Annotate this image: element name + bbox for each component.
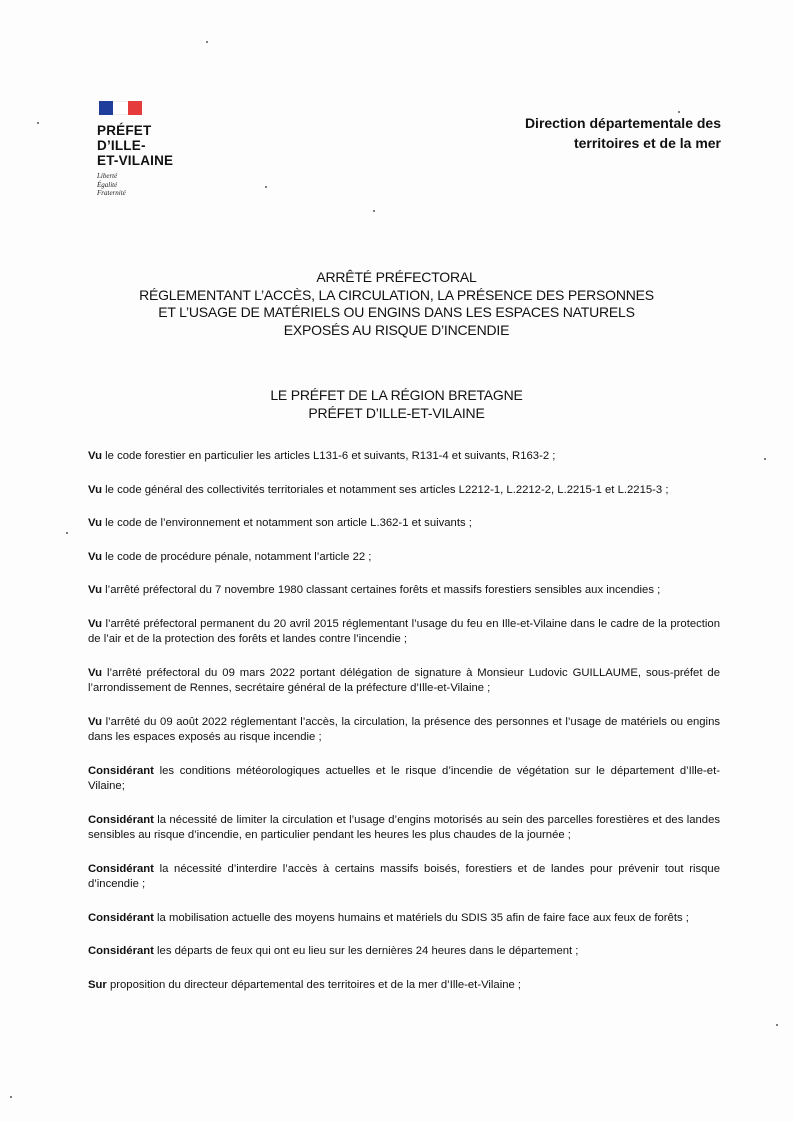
proposal-paragraph: Sur proposition du directeur départemental des territoires et de la mer d’Ille-et-Vilaine ; bbox=[88, 978, 522, 991]
authority-heading bbox=[0, 386, 793, 422]
visa-paragraph: Vu l’arrêté préfectoral permanent du 20 avril 2015 réglementant l’usage du feu en Ille-et-Vilaine dans le cadre de la protection de l’air et de la protection des forêts et landes contre l’incendie ; bbox=[88, 617, 720, 645]
marianne-logo bbox=[97, 101, 207, 198]
authority-line-1: LE PRÉFET DE LA RÉGION BRETAGNE bbox=[270, 387, 523, 403]
scan-speck bbox=[10, 1096, 12, 1098]
consideration-paragraph: Considérant les départs de feux qui ont eu lieu sur les dernières 24 heures dans le département ; bbox=[88, 945, 579, 957]
motto-liberte: Liberté bbox=[97, 172, 118, 180]
scan-speck bbox=[764, 458, 766, 460]
visa-paragraph: Vu le code de l’environnement et notamment son article L.362-1 et suivants ; bbox=[88, 517, 472, 529]
visa-paragraph: Vu le code de procédure pénale, notamment l’article 22 ; bbox=[88, 550, 372, 563]
direction-line-1: Direction départementale des bbox=[524, 115, 721, 131]
title-line-4: EXPOSÉS AU RISQUE D’INCENDIE bbox=[283, 321, 510, 338]
visa-paragraph: Vu l’arrêté préfectoral du 09 mars 2022 portant délégation de signature à Monsieur Ludovic GUILLAUME, sous-préfet de l’arrondissement de Rennes, secrétaire général de la préfecture d’Ille-et-Vilaine ; bbox=[88, 666, 720, 694]
title-line-1: ARRÊTÉ PRÉFECTORAL bbox=[316, 269, 477, 285]
consideration-paragraph: Considérant la mobilisation actuelle des moyens humains et matériels du SDIS 35 afin de faire face aux feux de forêts ; bbox=[88, 911, 689, 924]
visa-paragraph: Vu le code forestier en particulier les articles L131-6 et suivants, R131-4 et suivants, R163-2 ; bbox=[88, 450, 556, 462]
scan-speck bbox=[678, 111, 680, 113]
motto-fraternite: Fraternité bbox=[97, 189, 126, 197]
motto-egalite: Égalité bbox=[97, 180, 118, 189]
visa-paragraph: Vu l’arrêté préfectoral du 7 novembre 1980 classant certaines forêts et massifs forestiers sensibles aux incendies ; bbox=[88, 584, 661, 596]
consideration-paragraph: Considérant la nécessité d’interdire l’accès à certains massifs boisés, forestiers et de landes pour prévenir tout risque d’incendie ; bbox=[88, 862, 720, 890]
visa-paragraph: Vu l’arrêté du 09 août 2022 réglementant l’accès, la circulation, la présence des personnes et l’usage de matériels ou engins dans les espaces exposés au risque incendie ; bbox=[88, 715, 720, 743]
consideration-paragraph: Considérant la nécessité de limiter la circulation et l’usage d’engins motorisés au sein des parcelles forestières et des landes sensibles au risque d’incendie, en particulier pendant les heures les plus chaudes de la journée ; bbox=[88, 813, 720, 841]
tricolor-flag-icon bbox=[99, 101, 142, 115]
scan-speck bbox=[373, 210, 375, 212]
logo-line-2: D’ILLE- bbox=[97, 138, 146, 153]
scan-speck bbox=[206, 41, 208, 43]
logo-line-3: ET-VILAINE bbox=[97, 153, 174, 168]
scan-speck bbox=[37, 122, 39, 124]
republic-motto bbox=[97, 172, 207, 198]
logo-line-1: PRÉFET bbox=[97, 123, 152, 138]
direction-line-2: territoires et de la mer bbox=[573, 135, 721, 151]
title-line-2: RÉGLEMENTANT L’ACCÈS, LA CIRCULATION, LA PRÉSENCE DES PERSONNES bbox=[139, 286, 654, 303]
scan-speck bbox=[265, 186, 267, 188]
title-line-3: ET L’USAGE DE MATÉRIELS OU ENGINS DANS LES ESPACES NATURELS bbox=[158, 304, 635, 320]
scan-speck bbox=[66, 532, 68, 534]
consideration-paragraph: Considérant les conditions météorologiques actuelles et le risque d’incendie de végétation sur le département d’Ille-et-Vilaine; bbox=[88, 764, 720, 792]
direction-header bbox=[525, 113, 721, 153]
visas-list bbox=[88, 449, 720, 993]
decree-title bbox=[0, 269, 793, 339]
visa-paragraph: Vu le code général des collectivités territoriales et notamment ses articles L2212-1, L.2212-2, L.2215-1 et L.2215-3 ; bbox=[88, 483, 669, 496]
authority-line-2: PRÉFET D’ILLE-ET-VILAINE bbox=[308, 405, 485, 421]
scan-speck bbox=[776, 1024, 778, 1026]
